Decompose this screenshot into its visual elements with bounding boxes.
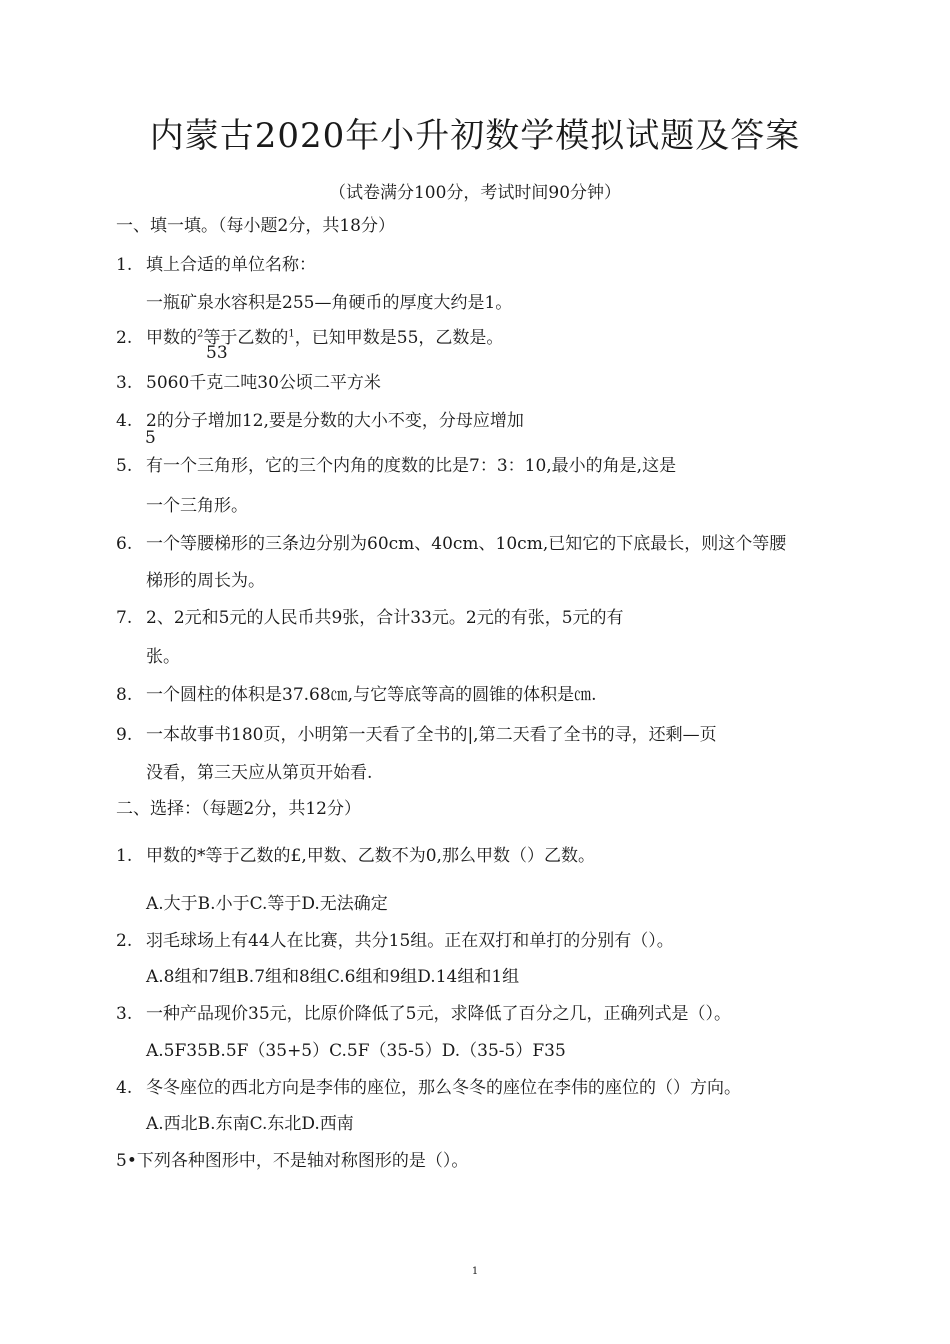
s1-q4 [116, 410, 524, 432]
fraction-numerator: 2 [146, 411, 157, 431]
page-title: 内蒙古2020年小升初数学模拟试题及答案 [149, 116, 801, 156]
s2-q3-options: A.5F35B.5F（35+5）C.5F（35-5）D.（35-5）F35 [146, 1041, 566, 1061]
s2-q5: 5•下列各种图形中，不是轴对称图形的是（）。 [116, 1151, 469, 1171]
question-text: 羽毛球场上有44人在比赛，共分15组。正在双打和单打的分别有（）。 [146, 931, 674, 951]
question-text: 的分子增加12,要是分数的大小不变，分母应增加 [156, 411, 524, 431]
question-number: 7. [116, 608, 133, 628]
page-number: 1 [471, 1266, 479, 1277]
fraction-denominator: 5 [145, 428, 156, 448]
s2-q1 [116, 845, 595, 867]
s1-q6 [116, 533, 786, 555]
s1-q1 [116, 254, 316, 276]
s1-q6-cont: 梯形的周长为。 [146, 571, 265, 591]
s1-q3 [116, 372, 381, 394]
question-number: 1. [116, 846, 133, 866]
fraction-numerator: 2 [197, 328, 204, 340]
fraction-denominators: 53 [206, 343, 228, 363]
s1-q5 [116, 455, 676, 477]
question-text: 一个等腰梯形的三条边分别为60cm、40cm、10cm,已知它的下底最长，则这个等腰 [146, 534, 787, 554]
s1-q2 [116, 327, 503, 349]
s1-q9-cont: 没看，第三天应从第页开始看. [146, 763, 373, 783]
question-number: 8. [116, 685, 133, 705]
question-text: 一个圆柱的体积是37.68㎝,与它等底等高的圆锥的体积是㎝. [146, 685, 597, 705]
s1-q7-cont: 张。 [146, 647, 180, 667]
question-text: 冬冬座位的西北方向是李伟的座位，那么冬冬的座位在李伟的座位的（）方向。 [146, 1078, 741, 1098]
s1-q5-cont: 一个三角形。 [146, 496, 248, 516]
question-text: 2、2元和5元的人民币共9张，合计33元。2元的有张，5元的有 [146, 608, 624, 628]
page-subtitle: （试卷满分100分，考试时间90分钟） [328, 183, 622, 203]
question-number: 4. [116, 411, 133, 431]
question-text: 一种产品现价35元，比原价降低了5元，求降低了百分之几，正确列式是（）。 [146, 1004, 731, 1024]
question-text: 填上合适的单位名称： [146, 255, 316, 275]
s1-q1-cont: 一瓶矿泉水容积是255—角硬币的厚度大约是1。 [146, 293, 513, 313]
question-number: 1. [116, 255, 133, 275]
s2-q4-options: A.西北B.东南C.东北D.西南 [146, 1114, 354, 1134]
s1-q7 [116, 607, 624, 629]
s1-q8 [116, 684, 596, 706]
s2-q1-options: A.大于B.小于C.等于D.无法确定 [146, 894, 388, 914]
s2-q3 [116, 1003, 731, 1025]
question-number: 4. [116, 1078, 133, 1098]
section1-heading: 一、填一填。（每小题2分，共18分） [116, 216, 395, 236]
question-text: 一本故事书180页，小明第一天看了全书的|,第二天看了全书的寻，还剩—页 [146, 725, 717, 745]
question-text: 甲数的*等于乙数的£,甲数、乙数不为0,那么甲数（）乙数。 [146, 846, 595, 866]
question-text: 有一个三角形，它的三个内角的度数的比是7：3：10,最小的角是,这是 [146, 456, 677, 476]
s2-q4 [116, 1077, 741, 1099]
question-number: 2. [116, 328, 133, 348]
question-number: 3. [116, 373, 133, 393]
question-text: 5060千克二吨30公顷二平方米 [146, 373, 381, 393]
question-text: 等于乙数的 [203, 328, 289, 348]
question-text: ，已知甲数是55，乙数是。 [294, 328, 504, 348]
question-number: 3. [116, 1004, 133, 1024]
section2-heading: 二、选择：（每题2分，共12分） [116, 799, 361, 819]
question-number: 2. [116, 931, 133, 951]
question-number: 5. [116, 456, 133, 476]
question-number: 6. [116, 534, 133, 554]
fraction-numerator: 1 [288, 328, 295, 340]
question-text: 甲数的 [146, 328, 197, 348]
question-number: 9. [116, 725, 133, 745]
s2-q2 [116, 930, 674, 952]
s2-q2-options: A.8组和7组B.7组和8组C.6组和9组D.14组和1组 [146, 967, 520, 987]
s1-q9 [116, 724, 717, 746]
